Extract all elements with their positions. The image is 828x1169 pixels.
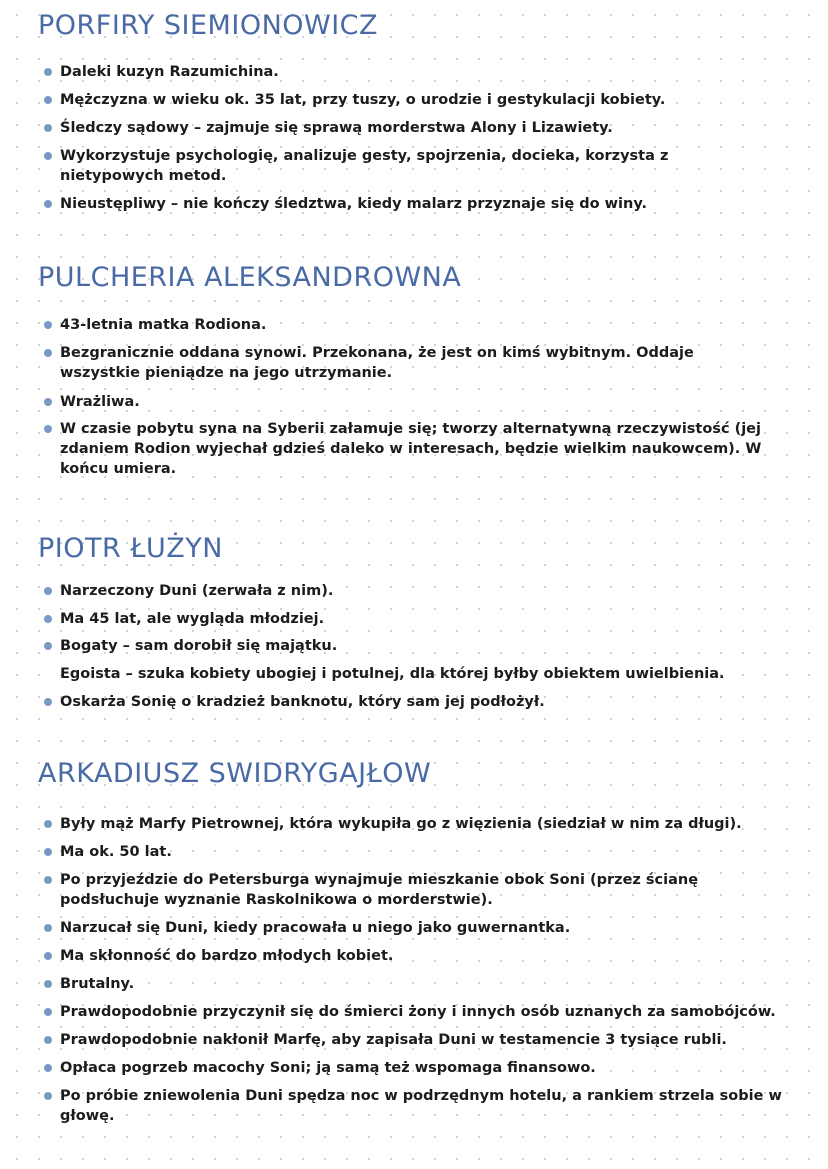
section-title: ARKADIUSZ SWIDRYGAJŁOW	[38, 758, 432, 789]
list-item: Brutalny.	[60, 974, 790, 994]
bullet-icon	[44, 698, 52, 706]
bullet-icon	[44, 952, 52, 960]
list-item: W czasie pobytu syna na Syberii załamuje się; tworzy alternatywną rzeczywistość (jej zdaniem Rodion wyjechał gdzieś daleko w interesach, będzie wielkim naukowcem). W końcu umiera.	[60, 419, 780, 479]
bullet-icon	[44, 876, 52, 884]
section-title: PULCHERIA ALEKSANDROWNA	[38, 262, 462, 293]
list-item: Egoista – szuka kobiety ubogiej i potulnej, dla której byłby obiektem uwielbienia.	[60, 666, 725, 682]
list-item: Były mąż Marfy Pietrownej, która wykupiła go z więzienia (siedział w nim za długi).	[60, 814, 790, 834]
list-item: Narzeczony Duni (zerwała z nim).	[60, 581, 790, 601]
section-title: PIOTR ŁUŻYN	[38, 533, 223, 564]
bullet-icon	[44, 152, 52, 160]
list-item: Ma 45 lat, ale wygląda młodziej.	[60, 609, 790, 629]
bullet-icon	[44, 96, 52, 104]
list-item: Po przyjeździe do Petersburga wynajmuje mieszkanie obok Soni (przez ścianę podsłuchuje wyznanie Raskolnikowa o morderstwie).	[60, 870, 760, 910]
list-item: Narzucał się Duni, kiedy pracowała u niego jako guwernantka.	[60, 918, 790, 938]
section-title: PORFIRY SIEMIONOWICZ	[38, 10, 379, 41]
bullet-icon	[44, 1064, 52, 1072]
list-item: Mężczyzna w wieku ok. 35 lat, przy tuszy, o urodzie i gestykulacji kobiety.	[60, 90, 790, 110]
list-item: Wykorzystuje psychologię, analizuje gesty, spojrzenia, docieka, korzysta z nietypowych metod.	[60, 146, 760, 186]
list-item: Prawdopodobnie przyczynił się do śmierci żony i innych osób uznanych za samobójców.	[60, 1002, 790, 1022]
list-item: Opłaca pogrzeb macochy Soni; ją samą też wspomaga finansowo.	[60, 1058, 790, 1078]
bullet-icon	[44, 124, 52, 132]
list-item: Ma ok. 50 lat.	[60, 842, 790, 862]
bullet-icon	[44, 1092, 52, 1100]
bullet-icon	[44, 848, 52, 856]
list-item: Bogaty – sam dorobił się majątku.	[60, 636, 790, 656]
bullet-icon	[44, 980, 52, 988]
list-item: Daleki kuzyn Razumichina.	[60, 62, 790, 82]
bullet-icon	[44, 349, 52, 357]
bullet-icon	[44, 425, 52, 433]
bullet-icon	[44, 200, 52, 208]
bullet-icon	[44, 68, 52, 76]
list-item: Wrażliwa.	[60, 392, 790, 412]
list-item: Oskarża Sonię o kradzież banknotu, który sam jej podłożył.	[60, 692, 790, 712]
list-item: Nieustępliwy – nie kończy śledztwa, kiedy malarz przyznaje się do winy.	[60, 194, 790, 214]
list-item: Ma skłonność do bardzo młodych kobiet.	[60, 946, 790, 966]
bullet-icon	[44, 398, 52, 406]
bullet-icon	[44, 642, 52, 650]
list-item: Prawdopodobnie nakłonił Marfę, aby zapisała Duni w testamencie 3 tysiące rubli.	[60, 1030, 790, 1050]
list-item: Śledczy sądowy – zajmuje się sprawą morderstwa Alony i Lizawiety.	[60, 118, 790, 138]
bullet-icon	[44, 1036, 52, 1044]
list-item: Po próbie zniewolenia Duni spędza noc w podrzędnym hotelu, a rankiem strzela sobie w głowę.	[60, 1086, 810, 1126]
bullet-icon	[44, 1008, 52, 1016]
bullet-icon	[44, 615, 52, 623]
bullet-icon	[44, 587, 52, 595]
bullet-icon	[44, 321, 52, 329]
list-item: 43-letnia matka Rodiona.	[60, 315, 790, 335]
bullet-icon	[44, 924, 52, 932]
list-item: Bezgranicznie oddana synowi. Przekonana, że jest on kimś wybitnym. Oddaje wszystkie pieniądze na jego utrzymanie.	[60, 343, 760, 383]
bullet-icon	[44, 820, 52, 828]
